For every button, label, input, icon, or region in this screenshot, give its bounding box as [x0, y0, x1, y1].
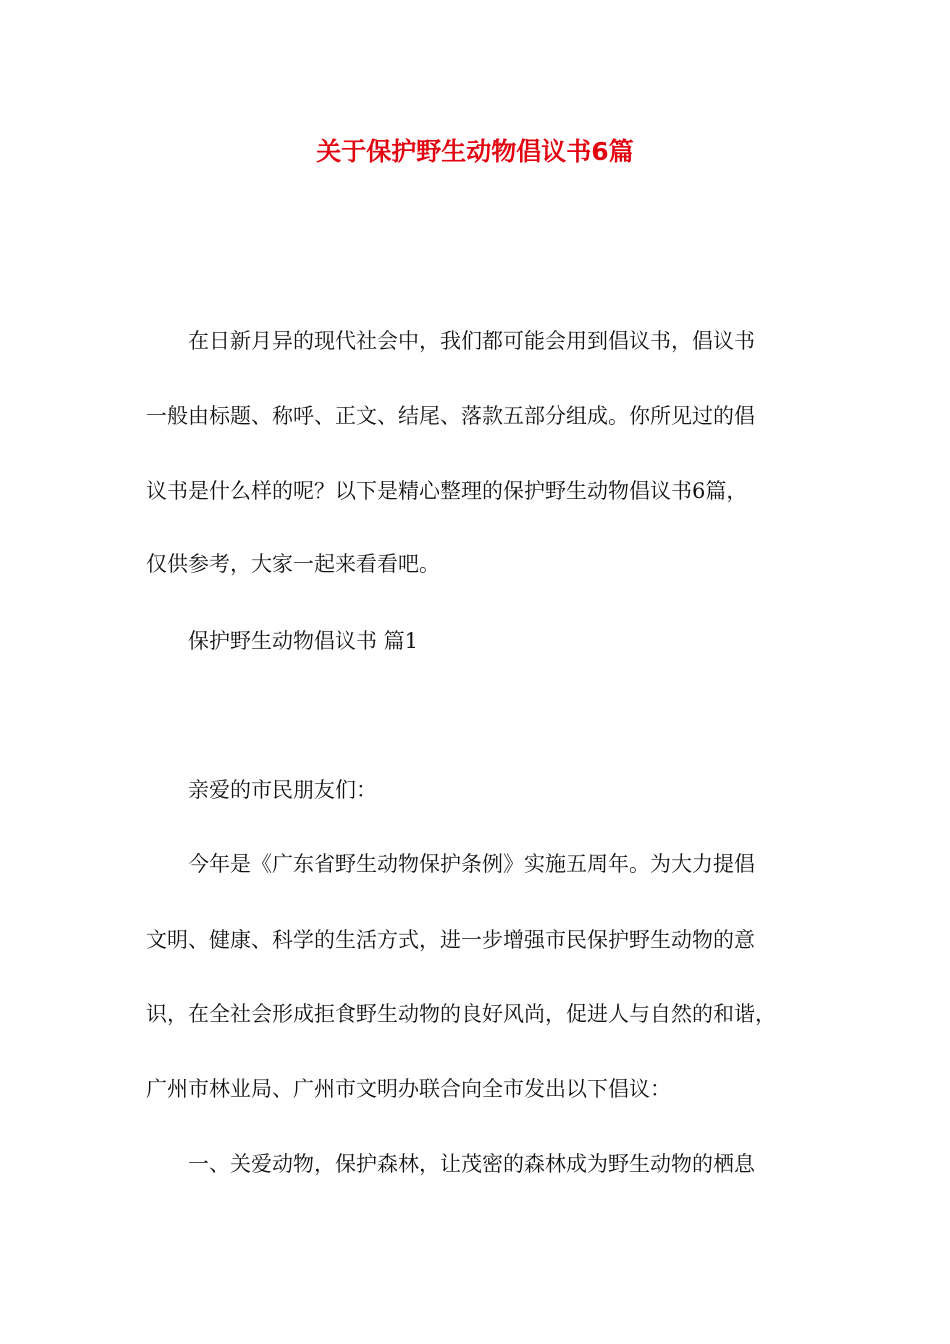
- paragraph-line: 识，在全社会形成拒食野生动物的良好风尚，促进人与自然的和谐，: [146, 1002, 776, 1026]
- salutation-line: 亲爱的市民朋友们：: [188, 778, 377, 802]
- paragraph-line: 一般由标题、称呼、正文、结尾、落款五部分组成。你所见过的倡: [146, 404, 755, 428]
- paragraph-line: 文明、健康、科学的生活方式，进一步增强市民保护野生动物的意: [146, 928, 755, 952]
- paragraph-line: 仅供参考，大家一起来看看吧。: [146, 552, 440, 576]
- section-heading: 保护野生动物倡议书 篇1: [188, 629, 419, 653]
- paragraph-line: 广州市林业局、广州市文明办联合向全市发出以下倡议：: [146, 1077, 671, 1101]
- document-title: 关于保护野生动物倡议书6篇: [316, 137, 634, 166]
- paragraph-line: 在日新月异的现代社会中，我们都可能会用到倡议书，倡议书: [188, 329, 755, 353]
- paragraph-line: 一、关爱动物，保护森林，让茂密的森林成为野生动物的栖息: [188, 1152, 755, 1176]
- paragraph-line: 今年是《广东省野生动物保护条例》实施五周年。为大力提倡: [188, 852, 755, 876]
- paragraph-line: 议书是什么样的呢？以下是精心整理的保护野生动物倡议书6篇，: [146, 479, 748, 503]
